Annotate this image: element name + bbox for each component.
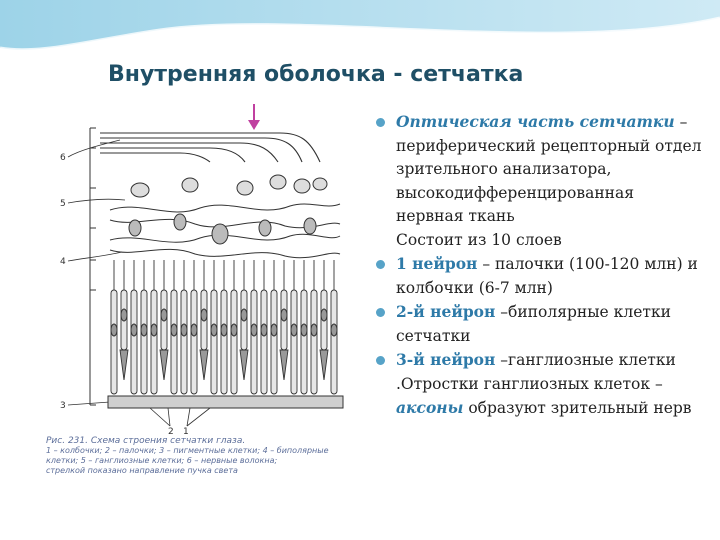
rod-segment	[171, 290, 177, 394]
receptor-nucleus	[201, 309, 207, 321]
rod-segment	[251, 290, 257, 394]
rod-segment	[191, 290, 197, 394]
bullet-optical-part	[372, 110, 702, 229]
term-third-neuron: 3-й нейрон	[396, 350, 496, 369]
term-first-neuron: 1 нейрон	[396, 254, 478, 273]
bullet-icon	[376, 260, 385, 269]
caption-line: стрелкой показано направление пучка света	[46, 466, 238, 475]
receptor-nucleus	[321, 309, 327, 321]
receptor-nucleus	[221, 324, 227, 336]
rod-segment	[181, 290, 187, 394]
layer-label-3: 3	[60, 401, 66, 411]
receptor-nucleus	[111, 324, 117, 336]
term-axons: аксоны	[396, 398, 464, 417]
receptor-nucleus	[311, 324, 317, 336]
rod-segment	[221, 290, 227, 394]
rod-segment	[231, 290, 237, 394]
receptor-nucleus	[231, 324, 237, 336]
caption-line: 1 – колбочки; 2 – палочки; 3 – пигментные клетки; 4 – биполярные	[46, 446, 329, 455]
bullet-text: – периферический рецепторный отдел зрительного анализатора, высокодифференцированная нервная ткань	[396, 113, 702, 225]
receptor-nucleus	[331, 324, 337, 336]
bullet-second-neuron	[372, 300, 702, 348]
layer-scale-bracket	[90, 128, 96, 405]
bullet-text: образуют зрительный нерв	[463, 399, 692, 417]
cone-outer-segment	[160, 350, 168, 380]
figure-caption	[46, 436, 351, 476]
term-optical-part: Оптическая часть сетчатки	[396, 112, 675, 131]
rod-segment	[211, 290, 217, 394]
rod-segment	[311, 290, 317, 394]
rod-segment	[131, 290, 137, 394]
rod-segment	[301, 290, 307, 394]
layer-label-5: 5	[60, 199, 66, 209]
receptor-nucleus	[261, 324, 267, 336]
rods-and-cones	[111, 260, 337, 394]
bullet-first-neuron	[372, 252, 702, 300]
term-second-neuron: 2-й нейрон	[396, 302, 496, 321]
cone-outer-segment	[320, 350, 328, 380]
receptor-nucleus	[141, 324, 147, 336]
layer-label-6: 6	[60, 153, 66, 163]
rod-segment	[111, 290, 117, 394]
cone-outer-segment	[120, 350, 128, 380]
receptor-nucleus	[281, 309, 287, 321]
cone-outer-segment	[200, 350, 208, 380]
receptor-nucleus	[191, 324, 197, 336]
bullet-text: –биполярные клетки сетчатки	[396, 303, 671, 345]
bullet-text: –ганглиозные клетки .Отростки ганглиозных клеток –	[396, 351, 676, 393]
receptor-nucleus	[161, 309, 167, 321]
receptor-nucleus	[121, 309, 127, 321]
nerve-fibers	[100, 133, 320, 162]
receptor-nucleus	[301, 324, 307, 336]
pigment-layer	[108, 396, 343, 408]
rod-segment	[331, 290, 337, 394]
ganglion-cells	[131, 175, 327, 197]
bottom-label-1: 1	[183, 427, 189, 437]
receptor-nucleus	[271, 324, 277, 336]
text-content	[372, 110, 702, 421]
bullet-icon	[376, 118, 385, 127]
bipolar-cells	[129, 214, 316, 244]
header-wave-decoration	[0, 0, 720, 70]
rod-segment	[141, 290, 147, 394]
receptor-nucleus	[151, 324, 157, 336]
receptor-nucleus	[291, 324, 297, 336]
bullet-third-neuron	[372, 348, 702, 421]
light-direction-arrow	[248, 104, 260, 130]
layers-count-line: Состоит из 10 слоев	[396, 230, 562, 249]
receptor-nucleus	[171, 324, 177, 336]
bullet-icon	[376, 308, 385, 317]
receptor-nucleus	[211, 324, 217, 336]
receptor-nucleus	[131, 324, 137, 336]
rod-segment	[291, 290, 297, 394]
caption-line: клетки; 5 – ганглиозные клетки; 6 – нервные волокна;	[46, 456, 278, 465]
cone-outer-segment	[240, 350, 248, 380]
rod-segment	[261, 290, 267, 394]
bullet-icon	[376, 356, 385, 365]
layer-label-4: 4	[60, 257, 66, 267]
rod-segment	[271, 290, 277, 394]
slide-title: Внутренняя оболочка - сетчатка	[108, 62, 524, 87]
receptor-nucleus	[181, 324, 187, 336]
rod-segment	[151, 290, 157, 394]
bottom-label-2: 2	[168, 427, 174, 437]
bullet-text: – палочки (100-120 млн) и колбочки (6-7 млн)	[396, 255, 698, 297]
receptor-nucleus	[241, 309, 247, 321]
receptor-nucleus	[251, 324, 257, 336]
cone-outer-segment	[280, 350, 288, 380]
caption-title: Рис. 231. Схема строения сетчатки глаза.	[46, 436, 246, 446]
